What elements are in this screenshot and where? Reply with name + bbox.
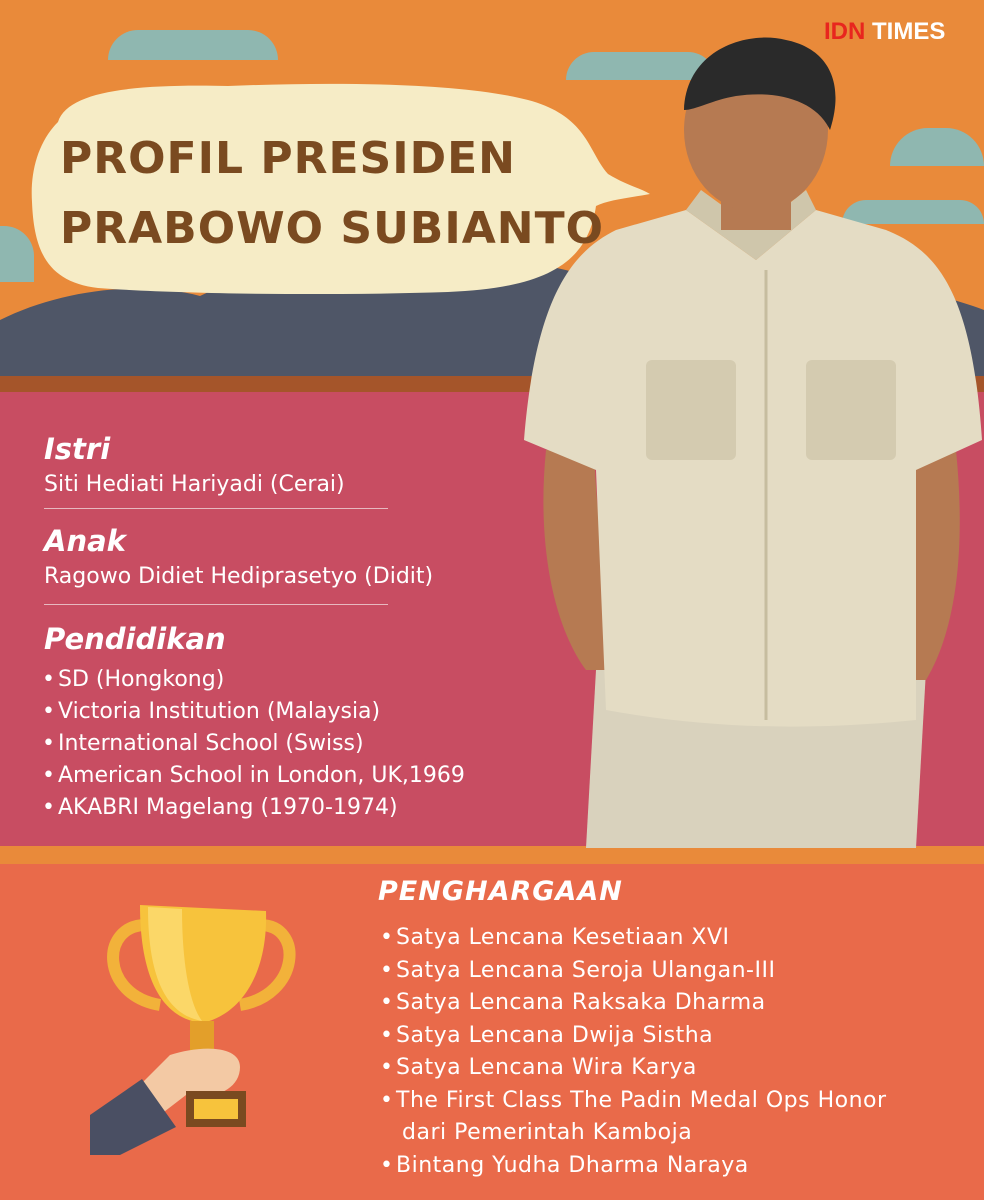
list-item: • SD (Hongkong) [42, 667, 225, 692]
penghargaan-label: PENGHARGAAN [378, 876, 623, 907]
brand-times: TIMES [872, 18, 946, 45]
list-item: • AKABRI Magelang (1970-1974) [42, 795, 398, 820]
anak-value: Ragowo Didiet Hediprasetyo (Didit) [44, 564, 434, 589]
list-item: • Satya Lencana Seroja Ulangan-III [380, 957, 776, 983]
list-item: • Satya Lencana Raksaka Dharma [380, 990, 766, 1015]
list-item: • Bintang Yudha Dharma Naraya [380, 1152, 749, 1178]
anak-label: Anak [44, 524, 126, 558]
istri-label: Istri [44, 432, 111, 466]
list-item: • Victoria Institution (Malaysia) [42, 699, 381, 724]
title-line-1: PROFIL PRESIDEN [60, 133, 516, 184]
list-item: • Satya Lencana Dwija Sistha [380, 1022, 714, 1048]
pendidikan-label: Pendidikan [44, 622, 226, 656]
title-line-2: PRABOWO SUBIANTO [60, 203, 604, 254]
pendidikan-list [42, 664, 465, 824]
president-photo [516, 30, 984, 848]
list-item: • Satya Lencana Wira Karya [380, 1055, 697, 1080]
istri-value: Siti Hediati Hariyadi (Cerai) [44, 472, 345, 497]
list-item: • International School (Swiss) [42, 731, 364, 756]
list-item: • Satya Lencana Kesetiaan XVI [380, 925, 730, 950]
divider [44, 508, 388, 509]
orange-strip [0, 846, 984, 864]
list-item: • American School in London, UK,1969 [42, 763, 465, 788]
cloud-decoration [108, 30, 278, 60]
trophy-icon [90, 895, 300, 1155]
penghargaan-list [380, 922, 887, 1182]
list-item: • The First Class The Padin Medal Ops Honor dari Pemerintah Kamboja [380, 1087, 887, 1145]
divider [44, 604, 388, 605]
brand-idn: IDN [824, 18, 866, 45]
